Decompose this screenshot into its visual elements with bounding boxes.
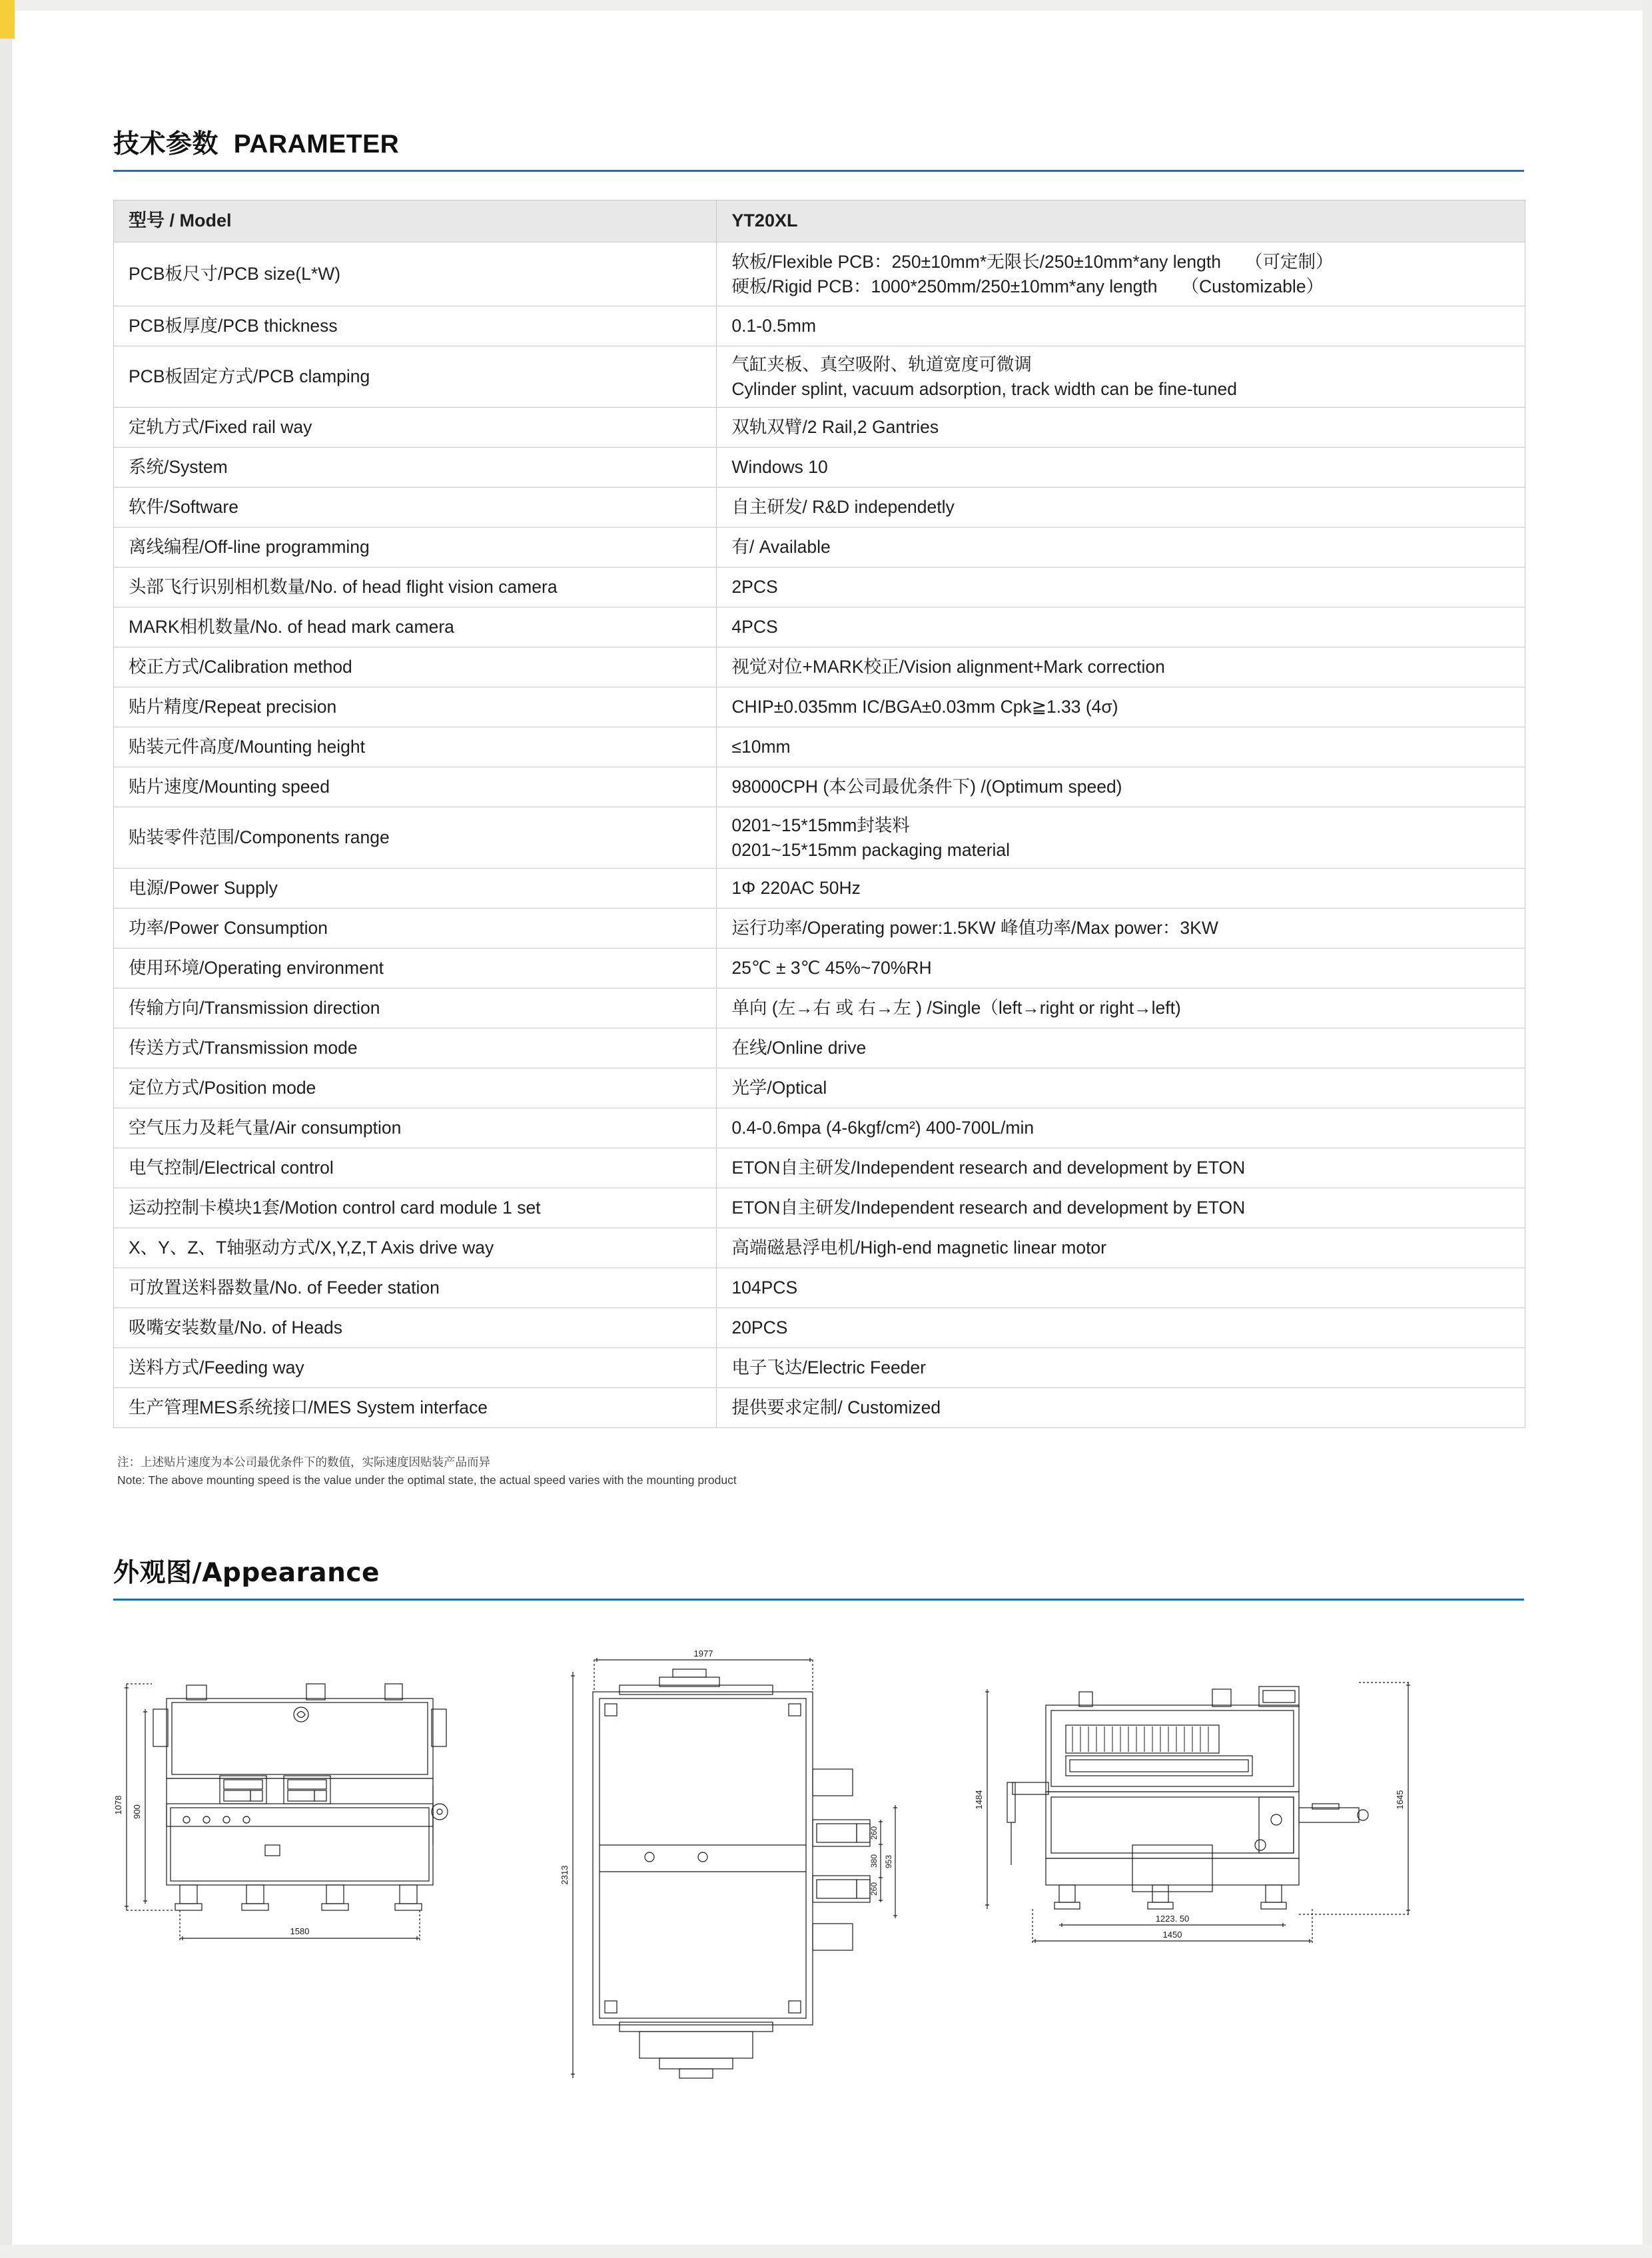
row-label-operating-environment: 使用环境/Operating environment — [114, 948, 717, 988]
section-header-parameter — [113, 123, 1524, 172]
row-value-air-consumption: 0.4-0.6mpa (4-6kgf/cm²) 400-700L/min — [717, 1108, 1525, 1148]
table-row — [114, 1068, 1525, 1108]
row-value-feeding-way: 电子飞达/Electric Feeder — [717, 1348, 1525, 1388]
row-label-electrical-control: 电气控制/Electrical control — [114, 1148, 717, 1188]
table-row — [114, 727, 1525, 767]
row-label-components-range: 贴装零件范围/Components range — [114, 807, 717, 869]
row-value-calibration: 视觉对位+MARK校正/Vision alignment+Mark correction — [717, 647, 1525, 687]
table-row — [114, 408, 1525, 448]
table-row — [114, 1388, 1525, 1428]
row-value-pcb-thickness: 0.1-0.5mm — [717, 306, 1525, 346]
table-row — [114, 647, 1525, 687]
table-header-row — [114, 200, 1525, 242]
row-label-pcb-thickness: PCB板厚度/PCB thickness — [114, 306, 717, 346]
table-row — [114, 567, 1525, 607]
row-value-mes-interface: 提供要求定制/ Customized — [717, 1388, 1525, 1428]
table-row — [114, 1308, 1525, 1348]
table-row — [114, 1028, 1525, 1068]
svg-text:1580: 1580 — [290, 1926, 310, 1936]
section-title-parameter-en: PARAMETER — [233, 130, 400, 159]
row-value-fixed-rail: 双轨双臂/2 Rail,2 Gantries — [717, 408, 1525, 448]
row-label-mounting-height: 贴装元件高度/Mounting height — [114, 727, 717, 767]
svg-text:1645: 1645 — [1395, 1790, 1405, 1810]
row-label-calibration: 校正方式/Calibration method — [114, 647, 717, 687]
row-label-power-supply: 电源/Power Supply — [114, 869, 717, 909]
svg-text:260: 260 — [869, 1882, 879, 1896]
svg-text:260: 260 — [869, 1826, 879, 1840]
section-header-appearance — [113, 1552, 1524, 1601]
components-range-line2: 0201~15*15mm packaging material — [731, 839, 1011, 860]
table-row — [114, 988, 1525, 1028]
row-label-mounting-speed: 贴片速度/Mounting speed — [114, 767, 717, 807]
page-edge-bottom — [0, 2245, 1652, 2258]
row-value-flight-camera: 2PCS — [717, 567, 1525, 607]
pcb-size-line2-note: （Customizable） — [1181, 276, 1324, 296]
row-value-operating-environment: 25℃ ± 3℃ 45%~70%RH — [717, 948, 1525, 988]
row-value-pcb-size — [717, 242, 1525, 306]
table-row — [114, 488, 1525, 528]
svg-text:1223. 50: 1223. 50 — [1155, 1914, 1190, 1924]
row-value-components-range — [717, 807, 1525, 869]
corner-accent — [0, 0, 15, 39]
section-title-parameter-cn: 技术参数 — [113, 129, 219, 159]
row-value-mounting-speed: 98000CPH (本公司最优条件下) /(Optimum speed) — [717, 767, 1525, 807]
side-view — [974, 1683, 1411, 1945]
footnote-en: Note: The above mounting speed is the value under the optimal state, the actual speed varies with the mounting product — [117, 1473, 737, 1487]
table-row — [114, 1268, 1525, 1308]
row-label-heads: 吸嘴安装数量/No. of Heads — [114, 1308, 717, 1348]
table-header-value: YT20XL — [717, 200, 1525, 242]
appearance-drawings — [87, 1645, 1572, 2151]
table-row — [114, 306, 1525, 346]
table-row — [114, 1188, 1525, 1228]
row-label-transmission-mode: 传送方式/Transmission mode — [114, 1028, 717, 1068]
footnote-cn: 注：上述贴片速度为本公司最优条件下的数值，实际速度因贴装产品而异 — [117, 1456, 490, 1469]
row-value-axis-drive-way: 高端磁悬浮电机/High-end magnetic linear motor — [717, 1228, 1525, 1268]
table-row — [114, 448, 1525, 488]
table-row — [114, 607, 1525, 647]
pcb-clamping-line2: Cylinder splint, vacuum adsorption, track width can be fine-tuned — [731, 378, 1238, 399]
section-rule-appearance — [113, 1599, 1524, 1601]
row-value-motion-control-card: ETON自主研发/Independent research and development by ETON — [717, 1188, 1525, 1228]
row-value-repeat-precision: CHIP±0.035mm IC/BGA±0.03mm Cpk≧1.33 (4σ) — [717, 687, 1525, 727]
front-view — [113, 1684, 448, 1942]
row-label-transmission-direction: 传输方向/Transmission direction — [114, 988, 717, 1028]
table-header-label: 型号 / Model — [114, 200, 717, 242]
section-rule-parameter — [113, 170, 1524, 172]
table-row — [114, 1108, 1525, 1148]
table-row — [114, 869, 1525, 909]
row-label-fixed-rail: 定轨方式/Fixed rail way — [114, 408, 717, 448]
page-edge-top — [0, 0, 1652, 11]
pcb-size-line2: 硬板/Rigid PCB：1000*250mm/250±10mm*any length — [731, 276, 1158, 296]
row-label-pcb-clamping: PCB板固定方式/PCB clamping — [114, 346, 717, 408]
top-view — [560, 1649, 897, 2078]
pcb-size-line1: 软板/Flexible PCB：250±10mm*无限长/250±10mm*any length — [731, 251, 1221, 272]
row-label-flight-camera: 头部飞行识别相机数量/No. of head flight vision camera — [114, 567, 717, 607]
svg-text:953: 953 — [884, 1854, 893, 1869]
svg-text:1977: 1977 — [693, 1649, 713, 1659]
svg-text:1484: 1484 — [974, 1790, 984, 1810]
row-value-offline-programming: 有/ Available — [717, 528, 1525, 567]
row-label-software: 软件/Software — [114, 488, 717, 528]
section-title-parameter — [113, 123, 1524, 170]
row-label-power-consumption: 功率/Power Consumption — [114, 909, 717, 948]
components-range-line1: 0201~15*15mm封装料 — [731, 815, 910, 835]
row-label-pcb-size: PCB板尺寸/PCB size(L*W) — [114, 242, 717, 306]
page-edge-left — [0, 0, 12, 2258]
row-value-feeder-station: 104PCS — [717, 1268, 1525, 1308]
row-value-power-consumption: 运行功率/Operating power:1.5KW 峰值功率/Max power：3KW — [717, 909, 1525, 948]
row-label-offline-programming: 离线编程/Off-line programming — [114, 528, 717, 567]
page-edge-right — [1643, 0, 1652, 2258]
table-row — [114, 346, 1525, 408]
svg-text:1450: 1450 — [1162, 1930, 1182, 1940]
table-row — [114, 1148, 1525, 1188]
row-value-position-mode: 光学/Optical — [717, 1068, 1525, 1108]
svg-text:900: 900 — [132, 1804, 142, 1819]
row-label-system: 系统/System — [114, 448, 717, 488]
row-value-system: Windows 10 — [717, 448, 1525, 488]
table-row — [114, 1228, 1525, 1268]
table-row — [114, 528, 1525, 567]
row-label-mes-interface: 生产管理MES系统接口/MES System interface — [114, 1388, 717, 1428]
row-label-motion-control-card: 运动控制卡模块1套/Motion control card module 1 set — [114, 1188, 717, 1228]
svg-text:2313: 2313 — [560, 1865, 570, 1885]
table-row — [114, 909, 1525, 948]
pcb-size-line1-note: （可定制） — [1245, 251, 1334, 272]
row-value-mounting-height: ≤10mm — [717, 727, 1525, 767]
parameter-table — [113, 200, 1525, 1428]
row-label-feeding-way: 送料方式/Feeding way — [114, 1348, 717, 1388]
row-label-air-consumption: 空气压力及耗气量/Air consumption — [114, 1108, 717, 1148]
table-row — [114, 1348, 1525, 1388]
table-row — [114, 687, 1525, 727]
row-value-electrical-control: ETON自主研发/Independent research and development by ETON — [717, 1148, 1525, 1188]
row-value-power-supply: 1Φ 220AC 50Hz — [717, 869, 1525, 909]
row-value-transmission-mode: 在线/Online drive — [717, 1028, 1525, 1068]
row-label-feeder-station: 可放置送料器数量/No. of Feeder station — [114, 1268, 717, 1308]
table-row — [114, 807, 1525, 869]
row-label-position-mode: 定位方式/Position mode — [114, 1068, 717, 1108]
svg-text:1078: 1078 — [113, 1795, 123, 1815]
row-value-heads: 20PCS — [717, 1308, 1525, 1348]
table-row — [114, 948, 1525, 988]
table-footnote — [117, 1454, 1449, 1489]
pcb-clamping-line1: 气缸夹板、真空吸附、轨道宽度可微调 — [731, 354, 1032, 374]
row-value-transmission-direction: 单向 (左→右 或 右→左 ) /Single（left→right or right→left) — [717, 988, 1525, 1028]
table-row — [114, 242, 1525, 306]
svg-text:380: 380 — [869, 1854, 879, 1868]
section-title-appearance: 外观图/Appearance — [113, 1558, 380, 1588]
row-value-pcb-clamping — [717, 346, 1525, 408]
row-label-axis-drive-way: X、Y、Z、T轴驱动方式/X,Y,Z,T Axis drive way — [114, 1228, 717, 1268]
row-label-mark-camera: MARK相机数量/No. of head mark camera — [114, 607, 717, 647]
row-value-mark-camera: 4PCS — [717, 607, 1525, 647]
row-label-repeat-precision: 贴片精度/Repeat precision — [114, 687, 717, 727]
machine-drawings-svg — [87, 1645, 1572, 2151]
row-value-software: 自主研发/ R&D independetly — [717, 488, 1525, 528]
table-row — [114, 767, 1525, 807]
